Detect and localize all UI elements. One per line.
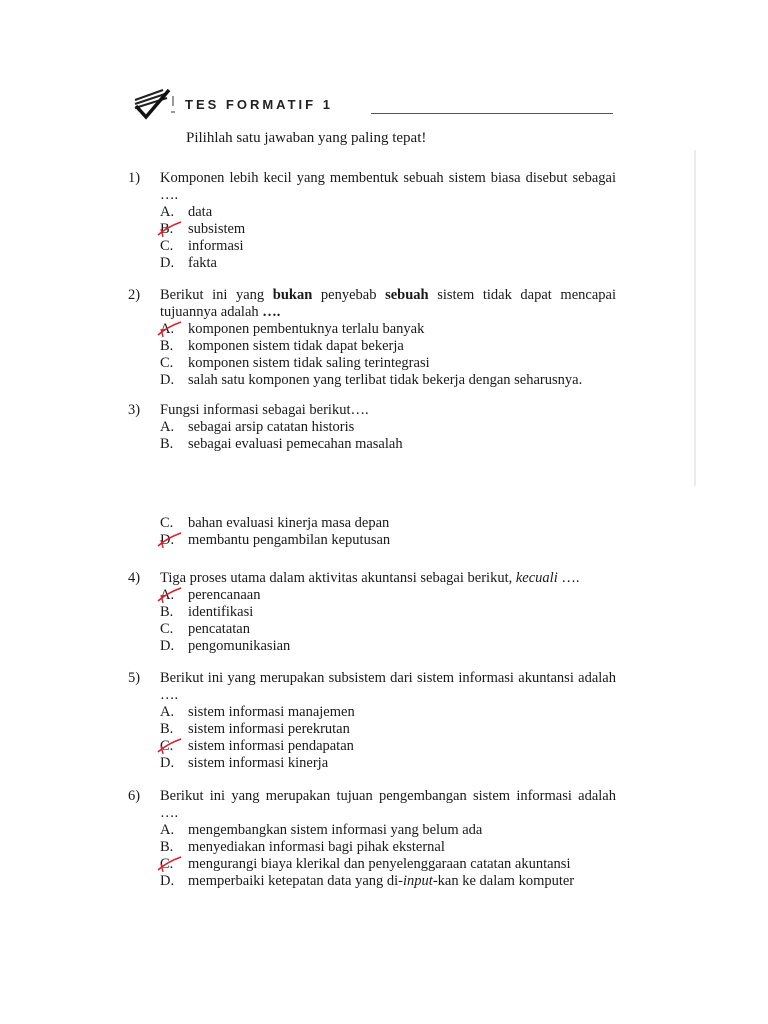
question-5 [128,670,616,772]
answer-option: D. sistem informasi kinerja [160,755,329,771]
question-3-continued [128,515,616,549]
question-6 [128,788,616,890]
question-number: 5) [128,670,141,686]
question-number: 1) [128,170,141,186]
answer-option: D. salah satu komponen yang terlibat tidak bekerja dengan seharusnya. [160,372,583,388]
answer-option: A. mengembangkan sistem informasi yang belum ada [160,822,483,838]
handwritten-tick-icon [157,585,183,605]
page-edge [694,150,696,486]
question-text: Fungsi informasi sebagai berikut…. [160,402,369,418]
question-4 [128,570,616,655]
answer-option: A. sistem informasi manajemen [160,704,355,720]
question-text: Tiga proses utama dalam aktivitas akuntansi sebagai berikut, kecuali …. [160,570,580,586]
answer-option: D. pengomunikasian [160,638,291,654]
handwritten-tick-icon [157,736,183,756]
header-rule [371,113,613,114]
handwritten-tick-icon [157,854,183,874]
answer-option: B. identifikasi [160,604,254,620]
answer-option-selected: D. membantu pengambilan keputusan [160,532,616,549]
module-header [133,86,613,120]
answer-option-selected: C. mengurangi biaya klerikal dan penyelenggaraan catatan akuntansi [160,856,616,873]
question-1 [128,170,616,272]
answer-option: C. bahan evaluasi kinerja masa depan [160,515,390,531]
answer-option: B. sebagai evaluasi pemecahan masalah [160,436,403,452]
question-text: Komponen lebih kecil yang membentuk sebuah sistem biasa disebut sebagai …. [160,170,616,203]
answer-option: A. data [160,204,213,220]
handwritten-tick-icon [157,319,183,339]
answer-option-selected: A. perencanaan [160,587,616,604]
handwritten-tick-icon [157,530,183,550]
page-title: TES FORMATIF 1 [185,97,333,112]
answer-option: D. memperbaiki ketepatan data yang di-input-kan ke dalam komputer [160,873,575,889]
question-number: 4) [128,570,141,586]
question-text: Berikut ini yang bukan penyebab sebuah sistem tidak dapat mencapai tujuannya adalah …. [160,287,616,320]
answer-option: B. sistem informasi perekrutan [160,721,350,737]
question-3 [128,402,616,453]
answer-option: C. komponen sistem tidak saling terintegrasi [160,355,430,371]
question-number: 6) [128,788,141,804]
answer-option: B. komponen sistem tidak dapat bekerja [160,338,404,354]
question-2 [128,287,616,389]
answer-option: B. menyediakan informasi bagi pihak eksternal [160,839,445,855]
handwritten-tick-icon [157,219,183,239]
checkmark-pages-icon [133,86,179,120]
answer-option: D. fakta [160,255,217,271]
answer-option: C. informasi [160,238,244,254]
answer-option-selected: B. subsistem [160,221,616,238]
answer-option: C. pencatatan [160,621,250,637]
question-number: 2) [128,287,141,303]
question-number: 3) [128,402,141,418]
question-text: Berikut ini yang merupakan tujuan pengembangan sistem informasi adalah …. [160,788,616,821]
answer-option-selected: C. sistem informasi pendapatan [160,738,616,755]
instruction-text: Pilihlah satu jawaban yang paling tepat! [186,130,427,146]
answer-option-selected: A. komponen pembentuknya terlalu banyak [160,321,616,338]
question-text: Berikut ini yang merupakan subsistem dari sistem informasi akuntansi adalah …. [160,670,616,703]
answer-option: A. sebagai arsip catatan historis [160,419,355,435]
